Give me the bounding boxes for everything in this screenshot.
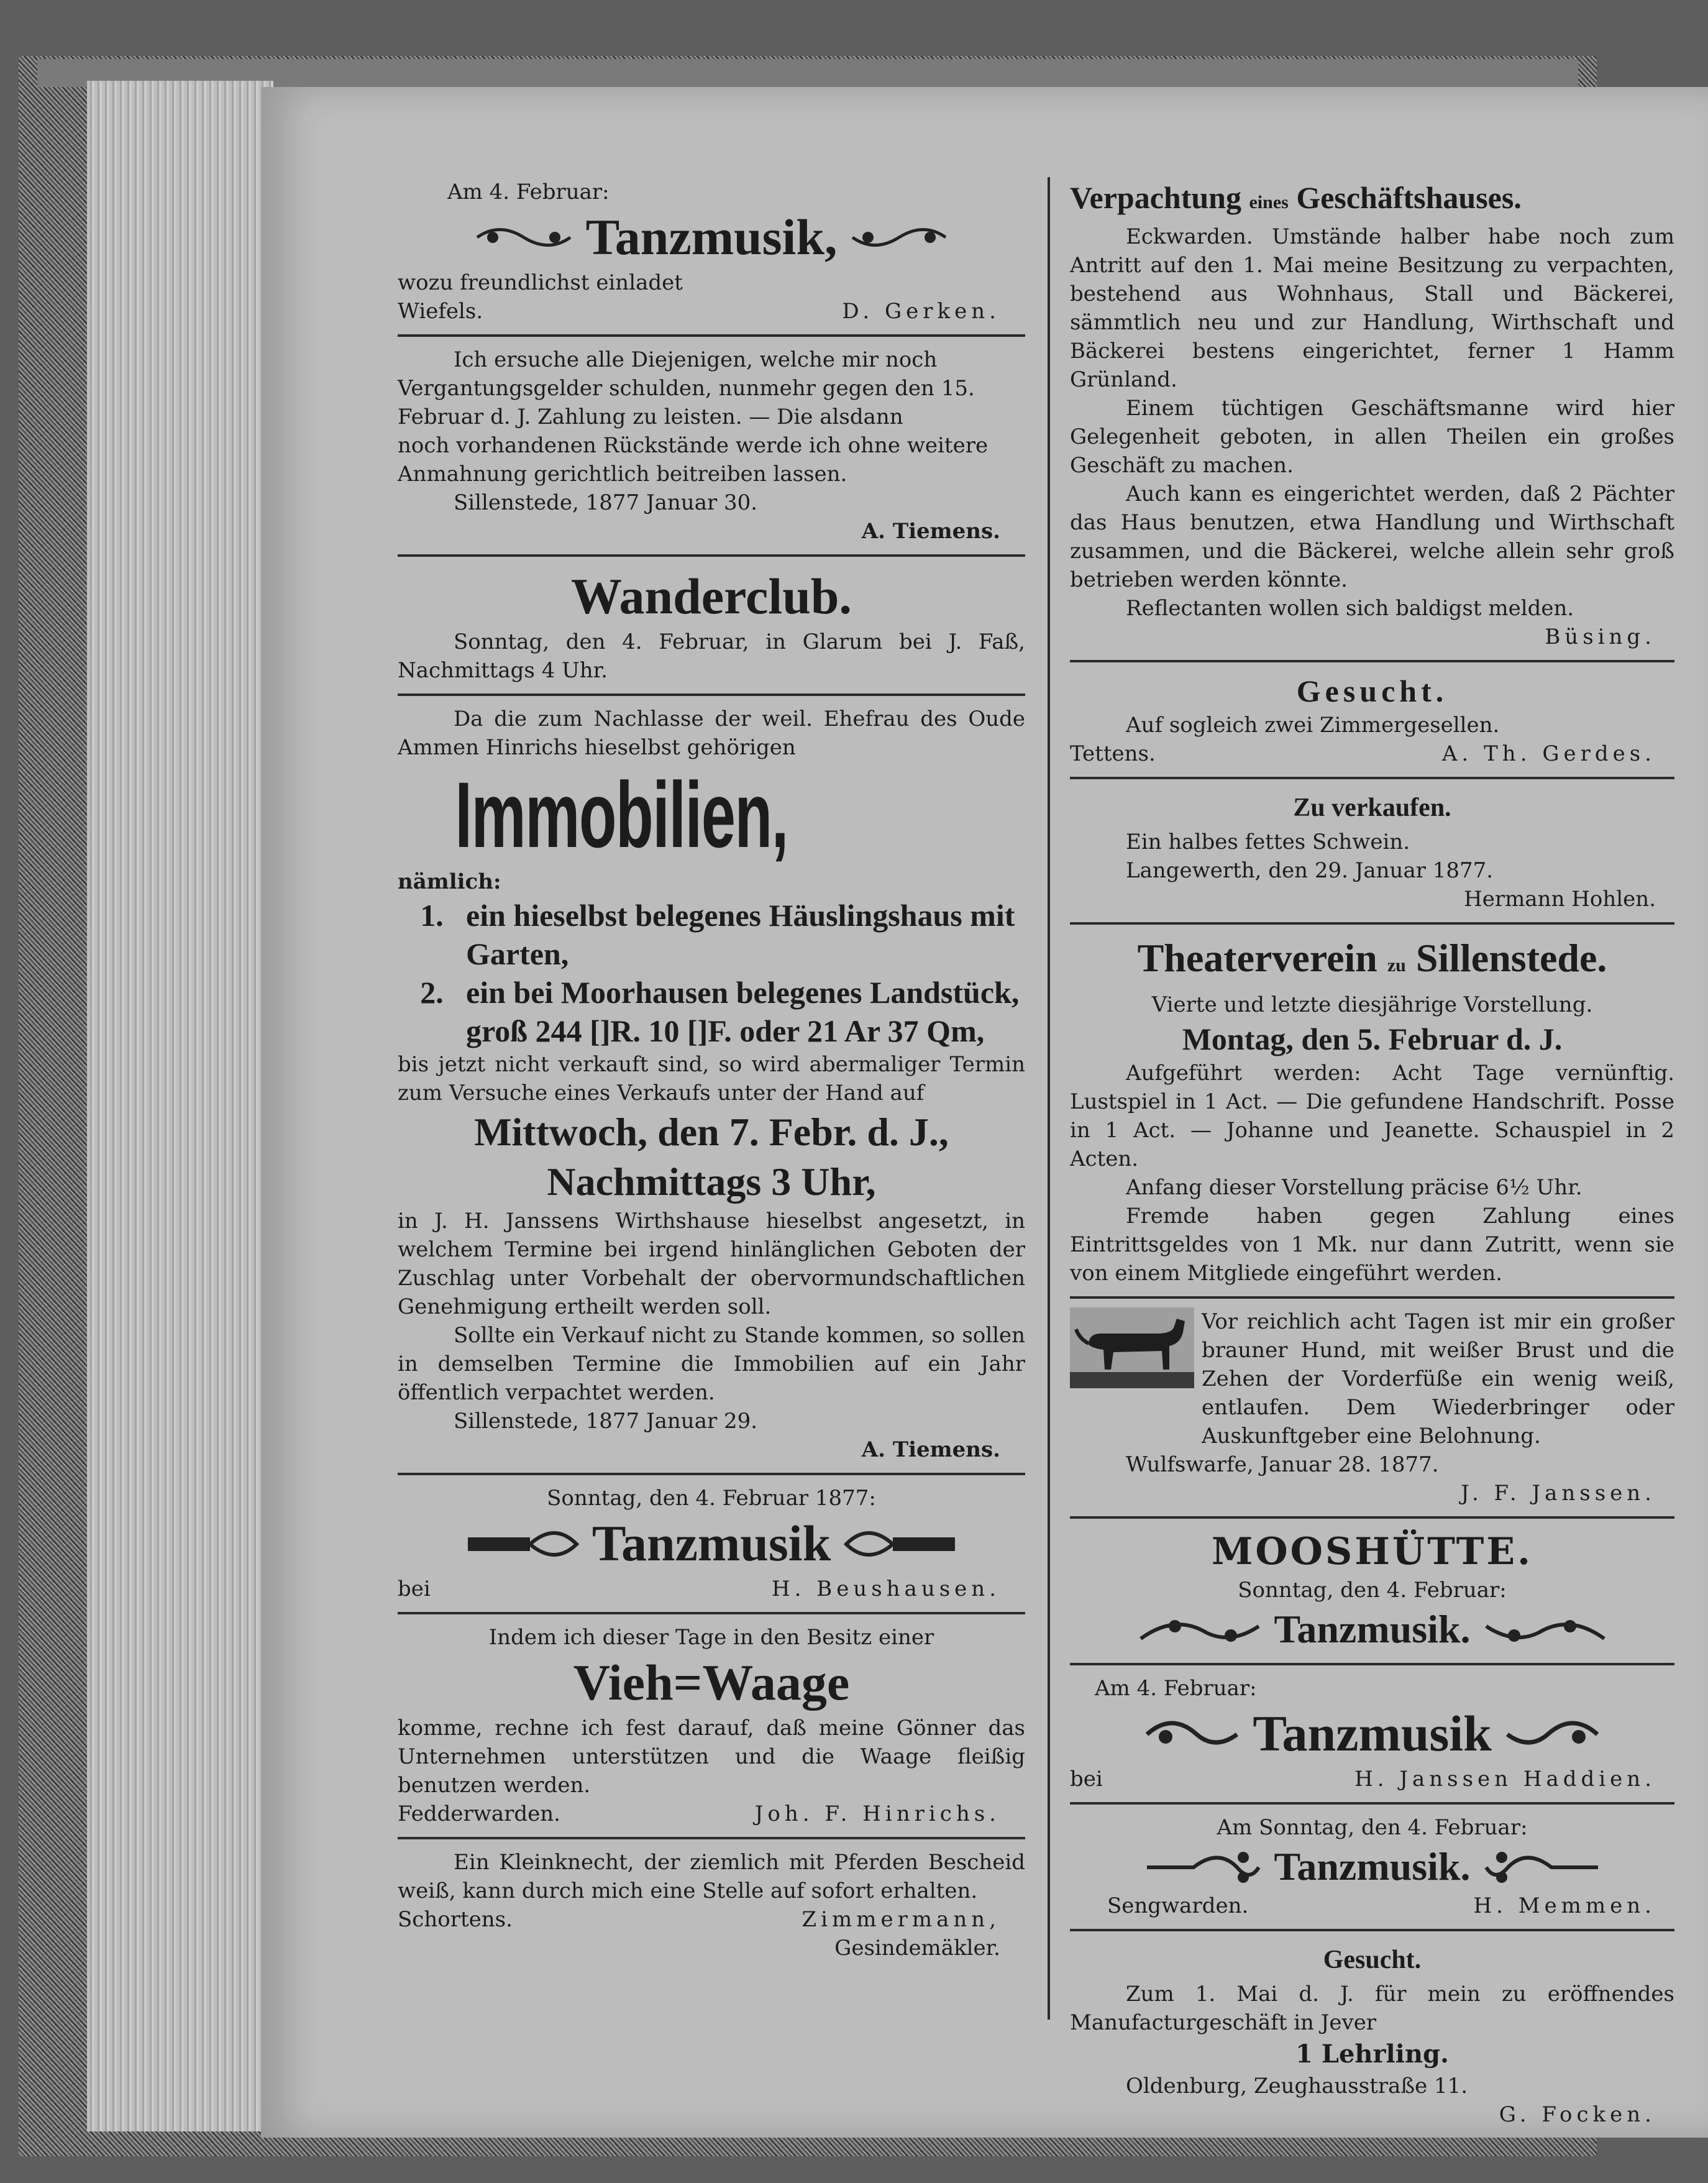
ad-separator xyxy=(1070,660,1674,662)
ad-bei: bei xyxy=(398,1577,431,1601)
ad-signature: A. Th. Gerdes. xyxy=(1441,741,1656,766)
ad-separator xyxy=(398,1612,1025,1614)
right-column xyxy=(1070,174,1674,2135)
ad-title-line xyxy=(1070,178,1674,222)
ad-separator xyxy=(398,334,1025,337)
ad-naemlich: nämlich: xyxy=(398,869,501,894)
ad-title-line xyxy=(398,1513,1025,1575)
ornament-left-icon xyxy=(468,1522,580,1565)
ad-title: Sillenstede. xyxy=(1415,936,1607,980)
ad-place: Wiefels. xyxy=(398,299,483,324)
ad-verpachtung xyxy=(1070,174,1674,657)
ad-place: Tettens. xyxy=(1070,741,1156,766)
ad-tanzmusik-memmen xyxy=(1070,1810,1674,1926)
ornament-left-icon xyxy=(1144,1845,1262,1888)
ad-separator xyxy=(398,554,1025,557)
ad-signature: H. Memmen. xyxy=(1473,1893,1656,1918)
ad-title: Theaterverein xyxy=(1137,936,1377,980)
ad-separator xyxy=(398,693,1025,696)
ad-date: Sonntag, den 4. Februar 1877: xyxy=(547,1486,876,1511)
ornament-right-icon xyxy=(849,219,949,256)
ad-signature: D. Gerken. xyxy=(842,299,1000,324)
ad-title-small: zu xyxy=(1387,955,1406,976)
column-divider xyxy=(1048,177,1050,2020)
ad-body: Vor reichlich acht Tagen ist mir ein großer brauner Hund, mit weißer Brust und die Zehen der Vorderfüße ein wenig weiß, entlaufen. Dem Wiederbringer oder Auskunftgeber eine Belohnung. xyxy=(1202,1309,1674,1448)
list-text: ein hieselbst belegenes Häuslingshaus mit Garten, xyxy=(466,898,1015,971)
ad-title-line xyxy=(1070,1842,1674,1892)
ad-text: Sonntag, den 4. Februar, in Glarum bei J. Faß, Nachmittags 4 Uhr. xyxy=(398,629,1025,683)
ad-title: MOOSHÜTTE. xyxy=(1211,1530,1533,1573)
ad-big-title: Immobilien, xyxy=(455,762,788,867)
ad-gesucht-lehrling xyxy=(1070,1936,1674,2135)
ad-separator xyxy=(1070,1296,1674,1299)
ad-start: Anfang dieser Vorstellung präcise 6½ Uhr. xyxy=(1126,1175,1582,1200)
ad-signature: Zimmermann, xyxy=(801,1907,1000,1932)
left-column xyxy=(398,174,1025,1969)
ad-mooshuette xyxy=(1070,1524,1674,1660)
ad-date: Am Sonntag, den 4. Februar: xyxy=(1217,1815,1528,1840)
ad-invite: wozu freundlichst einladet xyxy=(398,270,683,295)
ad-sign-row xyxy=(398,1905,1025,1934)
ad-signature: Joh. F. Hinrichs. xyxy=(754,1801,1000,1826)
ad-title-line xyxy=(1070,1604,1674,1654)
ad-signature: A. Tiemens. xyxy=(861,1437,1000,1462)
ad-place: Fedderwarden. xyxy=(398,1801,560,1826)
ad-body: komme, rechne ich fest darauf, daß meine Gönner das Unternehmen unterstützen und die Waage fleißig benutzen werden. xyxy=(398,1716,1025,1798)
ad-gesucht-zimmergesellen xyxy=(1070,667,1674,774)
ad-body: Zum 1. Mai d. J. für mein zu eröffnendes Manufacturgeschäft in Jever xyxy=(1070,1982,1674,2035)
ad-place: Sengwarden. xyxy=(1107,1893,1249,1918)
ad-title: Vieh=Waage xyxy=(573,1654,850,1711)
ad-separator xyxy=(1070,922,1674,925)
ad-title-small: eines xyxy=(1249,192,1289,213)
ad-intro: Da die zum Nachlasse der weil. Ehefrau des Oude Ammen Hinrichs hieselbst gehörigen xyxy=(398,707,1025,760)
ad-place-date: Langewerth, den 29. Januar 1877. xyxy=(1126,858,1494,883)
list-text: ein bei Moorhausen belegenes Landstück, groß 244 []R. 10 []F. oder 21 Ar 37 Qm, xyxy=(466,975,1020,1048)
ad-place-date: Sillenstede, 1877 Januar 29. xyxy=(454,1409,758,1434)
ad-body: Aufgeführt werden: Acht Tage vernünftig. Lustspiel in 1 Act. — Die gefundene Handschrift. Posse in 1 Act. — Johanne und Jeanette. Schauspiel in 2 Acten. xyxy=(1070,1061,1674,1171)
ad-theaterverein xyxy=(1070,930,1674,1294)
stacked-page-edges xyxy=(87,81,273,2131)
ad-title: Tanzmusik. xyxy=(1274,1844,1471,1888)
ad-signature: A. Tiemens. xyxy=(861,519,1000,544)
ad-place-date: Sillenstede, 1877 Januar 30. xyxy=(454,490,758,515)
ornament-right-icon xyxy=(1483,1608,1607,1651)
list-number: 1. xyxy=(420,898,444,933)
ad-zu-verkaufen xyxy=(1070,784,1674,920)
ad-title: Verpachtung xyxy=(1070,180,1241,215)
ad-signature: H. Beushausen. xyxy=(771,1577,1000,1601)
ad-tanzmusik-beushausen xyxy=(398,1480,1025,1609)
ad-title-line xyxy=(398,206,1025,268)
ad-title: Tanzmusik xyxy=(1253,1705,1492,1762)
ad-separator xyxy=(1070,1929,1674,1931)
ad-sign-row xyxy=(1070,739,1674,768)
ad-title: Tanzmusik. xyxy=(1274,1607,1471,1651)
ad-separator xyxy=(398,1837,1025,1839)
ad-date: Sonntag, den 4. Februar: xyxy=(1238,1578,1507,1603)
ad-separator xyxy=(1070,1663,1674,1665)
ad-line: Februar d. J. Zahlung zu leisten. — Die alsdann xyxy=(398,405,903,429)
list-number: 2. xyxy=(420,975,444,1010)
ad-separator xyxy=(1070,1802,1674,1805)
list-item xyxy=(398,896,1025,973)
ad-separator xyxy=(398,1473,1025,1475)
ad-sign-row xyxy=(398,297,1025,326)
ad-paragraph: Einem tüchtigen Geschäftsmanne wird hier Gelegenheit geboten, in allen Theilen ein großes Geschäft zu machen. xyxy=(1070,396,1674,478)
ad-signature: Hermann Hohlen. xyxy=(1464,887,1656,912)
ornament-left-icon xyxy=(1138,1608,1262,1651)
ad-title: Gesucht. xyxy=(1296,674,1448,708)
ad-body: Auf sogleich zwei Zimmergesellen. xyxy=(1126,713,1500,738)
ad-signature: G. Focken. xyxy=(1499,2102,1656,2127)
ad-signature-title: Gesindemäkler. xyxy=(834,1936,1000,1961)
ad-body: Ein Kleinknecht, der ziemlich mit Pferden Bescheid weiß, kann durch mich eine Stelle auf sofort erhalten. xyxy=(398,1850,1025,1903)
ad-tanzmusik-haddien xyxy=(1070,1670,1674,1800)
ad-separator xyxy=(1070,777,1674,779)
ornament-right-icon xyxy=(1504,1712,1604,1755)
ad-hund-entlaufen xyxy=(1070,1304,1674,1514)
ad-signature: H. Janssen Haddien. xyxy=(1354,1767,1656,1792)
ad-title: Tanzmusik xyxy=(591,1515,831,1572)
ornament-right-icon xyxy=(1483,1845,1601,1888)
ad-date-line: Mittwoch, den 7. Febr. d. J., xyxy=(474,1110,949,1154)
ad-bei: bei xyxy=(1070,1767,1103,1792)
ad-title: Gesucht. xyxy=(1323,1946,1422,1974)
ad-kleinknecht xyxy=(398,1844,1025,1969)
ad-mid-text: bis jetzt nicht verkauft sind, so wird abermaliger Termin zum Versuche eines Verkaufs unter der Hand auf xyxy=(398,1052,1025,1105)
ad-item: 1 Lehrling. xyxy=(1295,2039,1449,2069)
ad-title: Tanzmusik, xyxy=(585,209,838,265)
ad-signature: Büsing. xyxy=(1545,625,1656,649)
ad-line: Vergantungsgelder schulden, nunmehr gegen den 15. xyxy=(398,376,975,401)
ad-subtitle: Vierte und letzte diesjährige Vorstellung. xyxy=(1151,992,1593,1017)
ad-vergantungsgelder xyxy=(398,342,1025,552)
ad-line: Anmahnung gerichtlich beitreiben lassen. xyxy=(398,462,847,487)
ad-title-line xyxy=(1070,933,1674,991)
ad-date: Montag, den 5. Februar d. J. xyxy=(1182,1022,1563,1056)
ad-place: Schortens. xyxy=(398,1907,513,1932)
ornament-left-icon xyxy=(1141,1712,1240,1755)
ad-title: Wanderclub. xyxy=(571,568,852,625)
ad-date: Am 4. Februar: xyxy=(447,180,610,204)
ad-line: noch vorhandenen Rückstände werde ich ohne weitere xyxy=(398,433,989,458)
ornament-right-icon xyxy=(843,1522,955,1565)
ad-paragraph: Auch kann es eingerichtet werden, daß 2 Pächter das Haus benutzen, etwa Handlung und Wirthschaft zusammen, und die Bäckerei, welche allein sehr groß betrieben werden könnte. xyxy=(1070,482,1674,592)
ad-tanzmusik-wiefels xyxy=(398,174,1025,332)
ad-guests: Fremde haben gegen Zahlung eines Eintrittsgeldes von 1 Mk. nur dann Zutritt, wenn sie von einem Mitgliede eingeführt werden. xyxy=(1070,1204,1674,1286)
ad-body2: Sollte ein Verkauf nicht zu Stande kommen, so sollen in demselben Termine die Immobilien auf ein Jahr öffentlich verpachtet werden. xyxy=(398,1323,1025,1405)
ad-time-line: Nachmittags 3 Uhr, xyxy=(547,1160,876,1204)
ad-paragraph: Eckwarden. Umstände halber habe noch zum Antritt auf den 1. Mai meine Besitzung zu verpachten, bestehend aus Wohnhaus, Stall und Bäckerei, sämmtlich neu und zur Handlung, Wirthschaft und Bäckerei bestens eingerichtet, ferner 1 Hamm Grünland. xyxy=(1070,224,1674,392)
ad-body: Ein halbes fettes Schwein. xyxy=(1126,830,1410,854)
ad-body-wrap xyxy=(1070,1307,1674,1450)
dog-icon xyxy=(1070,1307,1194,1388)
ad-line: Ich ersuche alle Diejenigen, welche mir noch xyxy=(454,347,938,372)
ad-title-line xyxy=(1070,1703,1674,1765)
ad-body: in J. H. Janssens Wirthshause hieselbst angesetzt, in welchem Termine bei irgend hinlänglichen Geboten der Zuschlag unter Vorbehalt der obervormundschaftlichen Genehmigung ertheilt werden soll. xyxy=(398,1209,1025,1319)
ad-intro: Indem ich dieser Tage in den Besitz einer xyxy=(488,1625,934,1650)
ad-place-date: Wulfswarfe, Januar 28. 1877. xyxy=(1126,1452,1439,1477)
ad-signature: J. F. Janssen. xyxy=(1460,1481,1656,1506)
ad-title: Zu verkaufen. xyxy=(1293,794,1451,822)
ad-title: Geschäftshauses. xyxy=(1296,180,1522,215)
ornament-left-icon xyxy=(474,219,573,256)
ad-wanderclub xyxy=(398,562,1025,691)
ad-vieh-waage xyxy=(398,1619,1025,1834)
ad-sign-row xyxy=(398,1800,1025,1828)
ad-sign-row xyxy=(1070,1765,1674,1793)
ad-paragraph: Reflectanten wollen sich baldigst melden. xyxy=(1126,596,1574,621)
ad-address: Oldenburg, Zeughausstraße 11. xyxy=(1126,2074,1468,2098)
ad-separator xyxy=(1070,1516,1674,1519)
ad-sign-row xyxy=(398,1575,1025,1603)
ad-immobilien xyxy=(398,701,1025,1470)
ad-sign-row xyxy=(1070,1892,1674,1920)
list-item xyxy=(398,973,1025,1050)
ad-date: Am 4. Februar: xyxy=(1095,1676,1257,1701)
